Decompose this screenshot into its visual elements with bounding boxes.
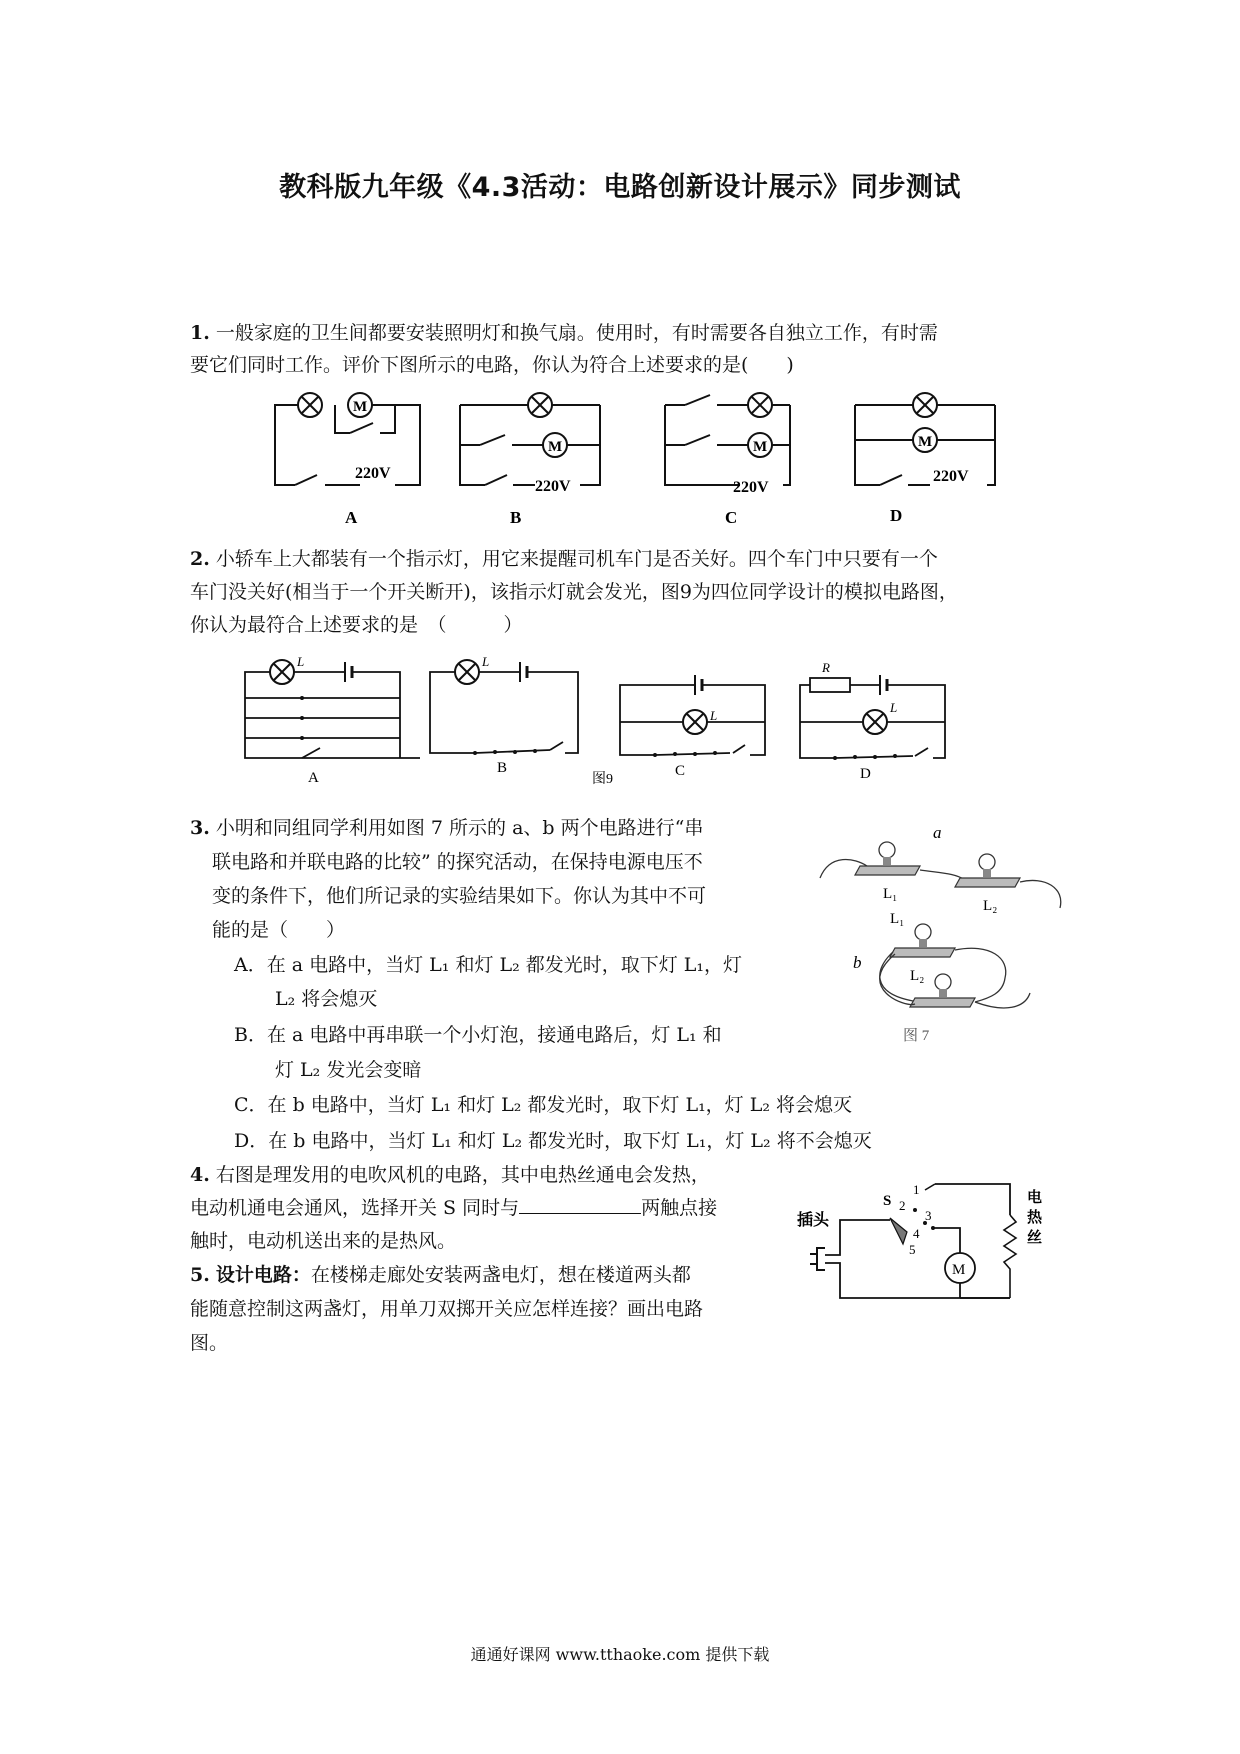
q1-line1 — [190, 318, 938, 345]
q3-line4: 能的是（ ） — [212, 919, 346, 941]
q2-line3: 你认为最符合上述要求的是 （ ） — [190, 614, 523, 636]
q4-text-1: 右图是理发用的电吹风机的电路，其中电热丝通电会发热， — [215, 1164, 710, 1186]
q3-option-b-2: 灯 L₂ 发光会变暗 — [275, 1059, 422, 1081]
q5-text-1: 在楼梯走廊处安装两盏电灯，想在楼道两头都 — [310, 1264, 691, 1286]
q2-lamp-label-a: L — [297, 654, 305, 669]
q1-circuit-figure — [255, 385, 1015, 530]
q3-fig-a-l1: L₁ — [883, 886, 898, 902]
q3-option-a-1: A．在 a 电路中，当灯 L₁ 和灯 L₂ 都发光时，取下灯 L₁，灯 — [234, 954, 743, 976]
q1-motor-c: M — [753, 439, 768, 455]
q2-resistor-label: R — [822, 660, 830, 675]
q1-voltage-c: 220V — [733, 479, 769, 496]
q4-heater-label-2: 热 — [1027, 1210, 1043, 1226]
q4-line3: 触时，电动机送出来的是热风。 — [190, 1230, 457, 1252]
q3-line2: 联电路和并联电路的比较” 的探究活动，在保持电源电压不 — [212, 851, 703, 873]
q1-option-c: C — [725, 508, 738, 527]
q4-text-2a: 电动机通电会通风，选择开关 S 同时与 — [190, 1197, 520, 1219]
q1-text-1: 一般家庭的卫生间都要安装照明灯和换气扇。使用时，有时需要各自独立工作，有时需 — [215, 322, 938, 344]
q3-number: 3. — [190, 817, 210, 839]
q3-option-b-1: B．在 a 电路中再串联一个小灯泡，接通电路后，灯 L₁ 和 — [234, 1024, 722, 1046]
q1-voltage-d: 220V — [933, 468, 969, 485]
q4-text-2b: 两触点接 — [641, 1197, 718, 1219]
q2-circuit-d — [800, 660, 945, 782]
q4-contact-5: 5 — [909, 1242, 916, 1257]
q5-heading: 设计电路： — [215, 1264, 311, 1286]
q2-option-a: A — [308, 770, 319, 786]
q3-figure-7 — [815, 818, 1075, 1053]
q5-line3: 图。 — [190, 1332, 229, 1354]
q2-option-b: B — [497, 760, 508, 776]
q4-plug-label: 插头 — [797, 1212, 830, 1229]
page-title: 教科版九年级《4.3活动：电路创新设计展示》同步测试 — [279, 172, 961, 203]
q2-number: 2. — [190, 548, 210, 570]
q4-contact-4: 4 — [913, 1226, 920, 1241]
q2-lamp-label-d: L — [890, 700, 898, 715]
footer-credit: 通通好课网 www.tthaoke.com 提供下载 — [470, 1645, 770, 1664]
q1-circuit-b — [460, 393, 600, 527]
q2-circuit-b — [430, 654, 578, 776]
q1-motor-label: M — [353, 399, 368, 415]
q1-line2: 要它们同时工作。评价下图所示的电路，你认为符合上述要求的是( ) — [190, 354, 794, 376]
q3-fig-a-l2: L₂ — [983, 898, 998, 914]
q4-contact-1: 1 — [913, 1182, 920, 1197]
q3-text-1: 小明和同组同学利用如图 7 所示的 a、b 两个电路进行“串 — [215, 817, 704, 839]
q2-lamp-label-b: L — [482, 654, 490, 669]
q4-motor-label: M — [952, 1262, 966, 1278]
q2-text-1: 小轿车上大都装有一个指示灯，用它来提醒司机车门是否关好。四个车门中只要有一个 — [215, 548, 938, 570]
q3-option-a-2: L₂ 将会熄灭 — [275, 988, 378, 1010]
q1-circuit-a — [275, 393, 420, 527]
q2-option-c: C — [675, 763, 686, 779]
q3-option-c: C．在 b 电路中，当灯 L₁ 和灯 L₂ 都发光时，取下灯 L₁，灯 L₂ 将会熄灭 — [234, 1094, 852, 1116]
q4-number: 4. — [190, 1164, 210, 1186]
q1-voltage-b: 220V — [535, 478, 571, 495]
q4-heater-label-3: 丝 — [1027, 1230, 1043, 1246]
q2-lamp-label-c: L — [710, 708, 718, 723]
q4-hairdryer-circuit — [795, 1170, 1065, 1310]
q1-circuit-c — [665, 393, 790, 527]
q3-line3: 变的条件下，他们所记录的实验结果如下。你认为其中不可 — [212, 885, 707, 907]
q2-option-d: D — [860, 766, 871, 782]
q1-motor-d: M — [918, 434, 933, 450]
q2-figure-label: 图9 — [592, 772, 613, 787]
q3-fig-a-label: a — [933, 823, 942, 842]
q1-voltage-a: 220V — [355, 465, 391, 482]
q1-option-b: B — [510, 508, 522, 527]
q1-number: 1. — [190, 322, 210, 344]
q1-option-a: A — [345, 508, 358, 527]
q2-line2: 车门没关好(相当于一个开关断开)，该指示灯就会发光，图9为四位同学设计的模拟电路图， — [190, 581, 958, 603]
q4-answer-blank[interactable] — [519, 1195, 641, 1214]
q1-circuit-d — [855, 393, 995, 525]
q3-figure-label: 图 7 — [903, 1028, 930, 1044]
q3-fig-b-l2: L₂ — [910, 968, 925, 984]
q1-option-d: D — [890, 506, 903, 525]
q3-option-d: D．在 b 电路中，当灯 L₁ 和灯 L₂ 都发光时，取下灯 L₁，灯 L₂ 将不会熄灭 — [234, 1130, 872, 1152]
q4-line2 — [190, 1193, 717, 1220]
q4-heater-label-1: 电 — [1027, 1190, 1043, 1206]
q2-line1 — [190, 544, 938, 571]
q2-circuit-a — [245, 654, 420, 786]
q3-fig-b-label: b — [853, 953, 862, 972]
q4-contact-3: 3 — [925, 1208, 932, 1223]
q2-circuit-c — [620, 675, 765, 779]
q3-line1 — [190, 813, 703, 840]
q4-line1 — [190, 1160, 710, 1187]
q5-number: 5. — [190, 1264, 210, 1286]
q4-contact-2: 2 — [899, 1198, 906, 1213]
q3-fig-b-l1: L₁ — [890, 911, 905, 927]
q4-switch-label: S — [883, 1193, 892, 1209]
q5-line2: 能随意控制这两盏灯，用单刀双掷开关应怎样连接？画出电路 — [190, 1298, 704, 1320]
q2-circuit-figure — [240, 650, 980, 790]
q1-motor-b: M — [548, 439, 563, 455]
q5-line1 — [190, 1260, 691, 1287]
